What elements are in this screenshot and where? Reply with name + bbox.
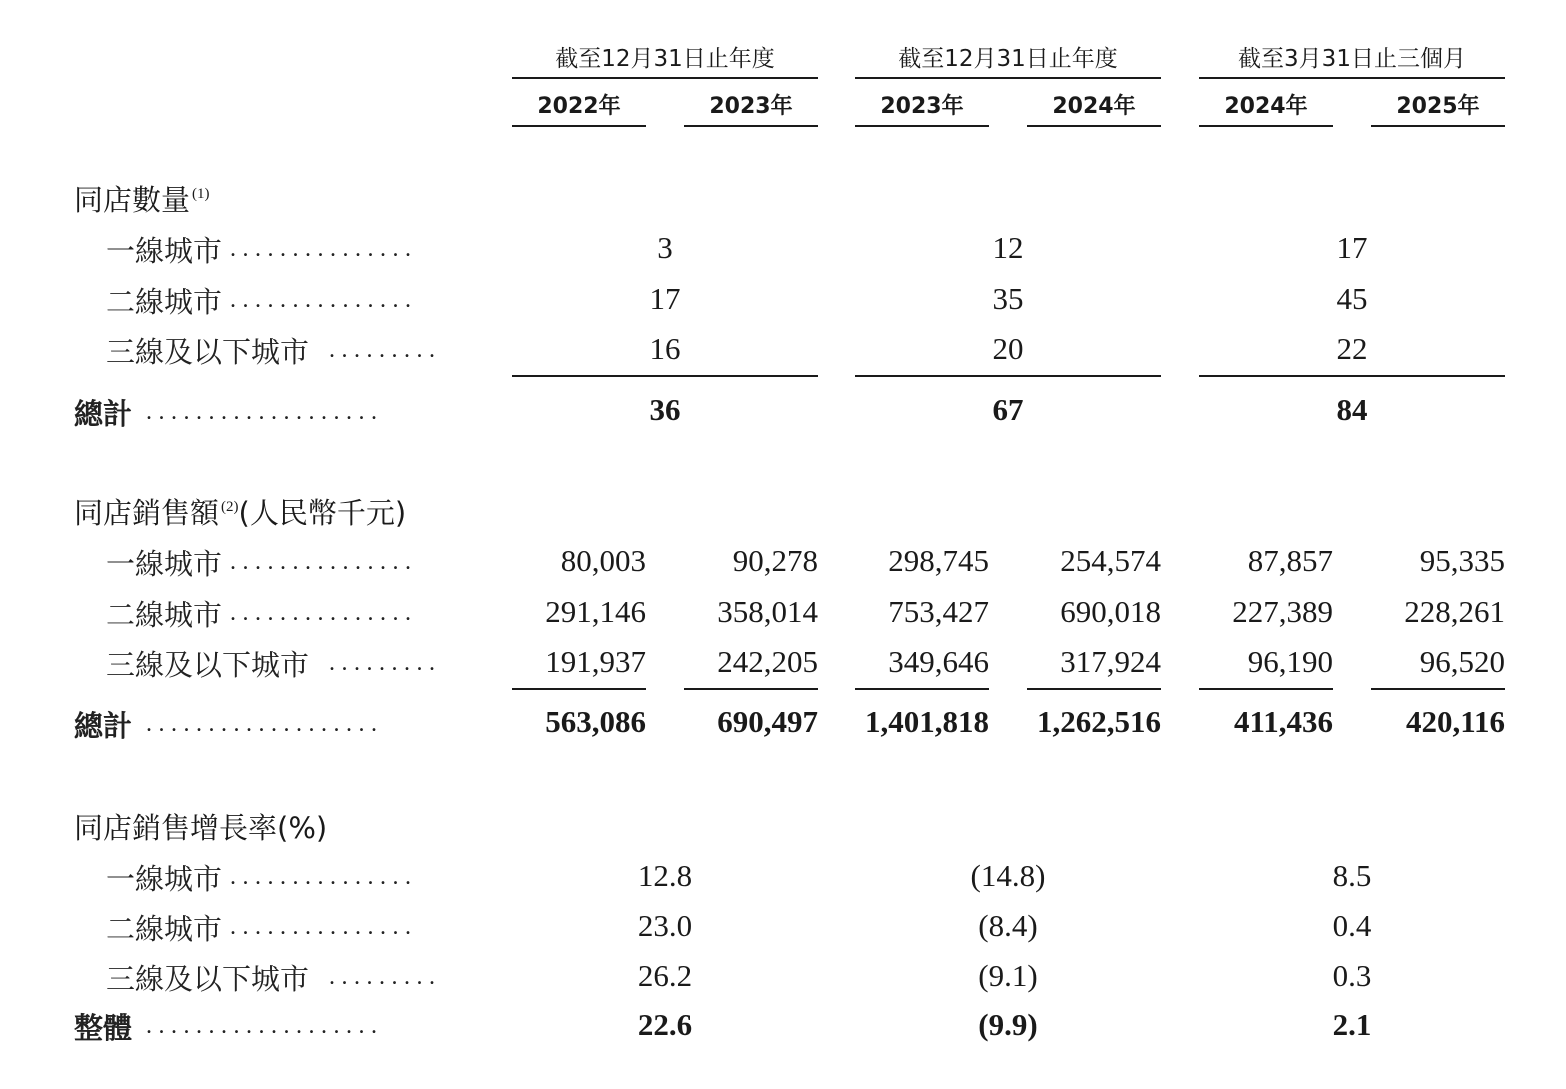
total-cell: (9.9)	[978, 1007, 1038, 1042]
table-cell: 16	[649, 331, 681, 366]
table-cell: 753,427	[888, 594, 989, 629]
table-cell: (9.1)	[978, 958, 1038, 993]
year-header: 2025年	[1396, 94, 1480, 119]
subtotal-rule	[1371, 688, 1505, 690]
subtotal-rule	[855, 375, 1161, 377]
row-label: 二線城市	[106, 912, 223, 946]
table-cell: 26.2	[637, 958, 693, 993]
row-label: 三線及以下城市	[106, 648, 310, 682]
leader-dots: ...............	[230, 914, 418, 940]
group-header-rule	[1199, 77, 1505, 79]
table-cell: 349,646	[888, 644, 989, 679]
section-title-text: 同店銷售額	[74, 496, 220, 530]
subtotal-rule	[1199, 375, 1505, 377]
leader-dots: ...................	[146, 711, 384, 737]
leader-dots: ...............	[230, 549, 418, 575]
group-header-rule	[512, 77, 818, 79]
table-cell: 0.4	[1332, 908, 1372, 943]
group-header-rule	[855, 77, 1161, 79]
group-header-fy-2023: 截至12月31日止年度	[555, 46, 775, 72]
table-cell: 22	[1336, 331, 1368, 366]
leader-dots: .........	[329, 650, 442, 676]
subtotal-rule	[512, 688, 646, 690]
leader-dots: ...............	[230, 600, 418, 626]
table-cell: 228,261	[1404, 594, 1505, 629]
leader-dots: ...................	[146, 399, 384, 425]
table-cell: 690,018	[1060, 594, 1161, 629]
year-header: 2023年	[709, 94, 793, 119]
table-cell: 242,205	[717, 644, 818, 679]
subtotal-rule	[1027, 688, 1161, 690]
table-cell: 317,924	[1060, 644, 1161, 679]
table-cell: (8.4)	[978, 908, 1038, 943]
section-title-store-count	[74, 178, 210, 219]
row-label: 二線城市	[106, 285, 223, 319]
row-label: 一線城市	[106, 234, 223, 268]
total-cell: 690,497	[717, 704, 818, 739]
table-cell: 12.8	[637, 858, 693, 893]
row-label: 一線城市	[106, 547, 223, 581]
year-header-rule	[684, 125, 818, 127]
table-cell: 20	[992, 331, 1024, 366]
table-cell: 17	[649, 281, 681, 316]
section-title-sales	[74, 491, 406, 532]
group-header-q1: 截至3月31日止三個月	[1238, 46, 1466, 72]
group-header-fy-2024: 截至12月31日止年度	[898, 46, 1118, 72]
total-cell: 563,086	[545, 704, 646, 739]
total-cell: 1,401,818	[865, 704, 989, 739]
section-title-text: 同店數量	[74, 183, 191, 217]
table-cell: 23.0	[637, 908, 693, 943]
total-label: 整體	[74, 1011, 133, 1045]
table-cell: 35	[992, 281, 1024, 316]
total-cell: 84	[1336, 392, 1368, 427]
table-cell: 45	[1336, 281, 1368, 316]
unit-label: (人民幣千元)	[238, 496, 407, 530]
subtotal-rule	[684, 688, 818, 690]
leader-dots: .........	[329, 964, 442, 990]
leader-dots: ...............	[230, 287, 418, 313]
leader-dots: ...............	[230, 236, 418, 262]
subtotal-rule	[512, 375, 818, 377]
table-cell: 8.5	[1332, 858, 1372, 893]
year-header: 2024年	[1224, 94, 1308, 119]
year-header-rule	[1371, 125, 1505, 127]
section-title-growth: 同店銷售增長率(%)	[74, 811, 328, 845]
table-cell: 96,190	[1247, 644, 1333, 679]
leader-dots: ...................	[146, 1013, 384, 1039]
total-cell: 67	[992, 392, 1024, 427]
table-cell: 291,146	[545, 594, 646, 629]
row-label: 三線及以下城市	[106, 335, 310, 369]
total-cell: 36	[649, 392, 681, 427]
year-header-rule	[1027, 125, 1161, 127]
year-header: 2023年	[880, 94, 964, 119]
row-label: 三線及以下城市	[106, 962, 310, 996]
footnote-ref: (2)	[221, 499, 239, 515]
table-cell: 80,003	[560, 543, 646, 578]
leader-dots: .........	[329, 337, 442, 363]
table-cell: 87,857	[1247, 543, 1333, 578]
subtotal-rule	[855, 688, 989, 690]
total-cell: 1,262,516	[1037, 704, 1161, 739]
table-cell: 95,335	[1419, 543, 1505, 578]
table-cell: 254,574	[1060, 543, 1161, 578]
year-header: 2022年	[537, 94, 621, 119]
year-header-rule	[1199, 125, 1333, 127]
year-header: 2024年	[1052, 94, 1136, 119]
total-label: 總計	[74, 709, 133, 743]
table-cell: 17	[1336, 230, 1368, 265]
total-cell: 411,436	[1233, 704, 1333, 739]
table-cell: (14.8)	[970, 858, 1046, 893]
year-header-rule	[512, 125, 646, 127]
row-label: 一線城市	[106, 862, 223, 896]
total-cell: 2.1	[1332, 1007, 1372, 1042]
total-cell: 420,116	[1405, 704, 1505, 739]
footnote-ref: (1)	[192, 186, 210, 202]
total-label: 總計	[74, 397, 133, 431]
row-label: 二線城市	[106, 598, 223, 632]
table-cell: 298,745	[888, 543, 989, 578]
leader-dots: ...............	[230, 864, 418, 890]
table-cell: 3	[657, 230, 673, 265]
total-cell: 22.6	[637, 1007, 693, 1042]
table-cell: 358,014	[717, 594, 818, 629]
table-cell: 0.3	[1332, 958, 1372, 993]
table-cell: 90,278	[732, 543, 818, 578]
year-header-rule	[855, 125, 989, 127]
table-cell: 12	[992, 230, 1024, 265]
table-cell: 191,937	[545, 644, 646, 679]
subtotal-rule	[1199, 688, 1333, 690]
table-cell: 227,389	[1232, 594, 1333, 629]
table-cell: 96,520	[1419, 644, 1505, 679]
